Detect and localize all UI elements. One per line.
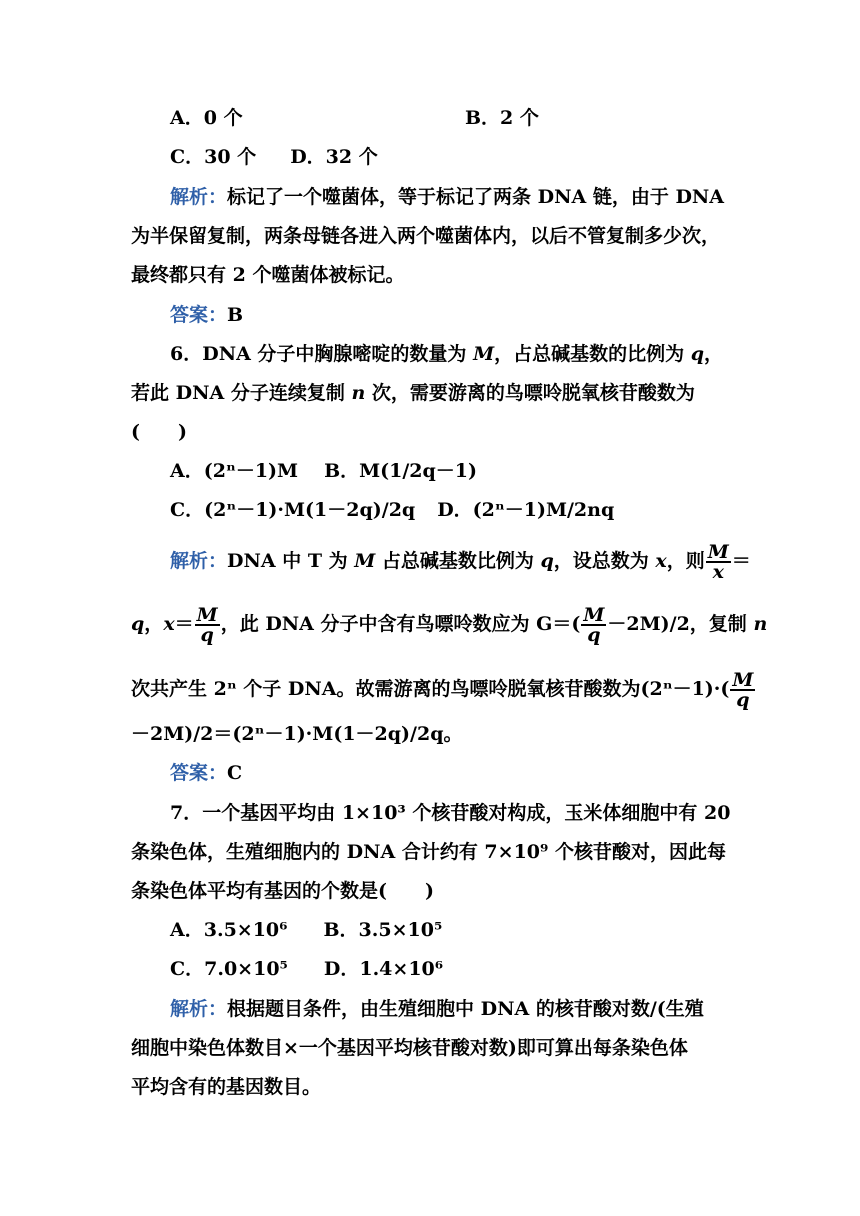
q6-stem-line2: 若此 DNA 分子连续复制 n 次，需要游离的鸟嘌呤脱氧核苷酸数为 [131, 382, 695, 404]
q5-answer: 答案：B [170, 304, 244, 326]
q7-stem-line3: 条染色体平均有基因的个数是( ) [131, 880, 434, 902]
q5-option-d: D．32 个 [290, 146, 378, 168]
q5-option-b: B．2 个 [465, 107, 539, 129]
fraction-m-over-x: $\frac{M}{x}$ [707, 541, 729, 583]
q7-option-b: B．3.5×10⁵ [323, 919, 443, 941]
q6-stem-line1: 6．DNA 分子中胸腺嘧啶的数量为 M，占总碱基数的比例为 q， [170, 343, 724, 365]
q6-options-ab [170, 457, 477, 485]
q6-answer: 答案：C [170, 762, 243, 784]
q7-stem-line1: 7．一个基因平均由 1×10³ 个核苷酸对构成，玉米体细胞中有 20 [170, 802, 731, 824]
q7-analysis-line2: 细胞中染色体数目×一个基因平均核苷酸对数)即可算出每条染色体 [131, 1037, 688, 1059]
q6-analysis-line1: 解析：DNA 中 T 为 M 占总碱基数比例为 q，设总数为 x，则 $\frac{M}{x}$ ＝ [170, 541, 751, 583]
q7-analysis-line1: 解析：根据题目条件，由生殖细胞中 DNA 的核苷酸对数/(生殖 [170, 998, 704, 1020]
answer-label: 答案： [170, 762, 228, 784]
answer-label: 答案： [170, 304, 228, 326]
q5-option-c: C．30 个 [170, 146, 257, 168]
q6-options-cd [170, 496, 614, 524]
q6-option-a: A．(2ⁿ－1)M [170, 460, 299, 482]
q6-analysis-line3: 次共产生 2ⁿ 个子 DNA。故需游离的鸟嘌呤脱氧核苷酸数为(2ⁿ－1)·( $\frac{M}{q}$ [131, 669, 754, 711]
analysis-label: 解析： [170, 186, 228, 208]
q7-analysis-line3: 平均含有的基因数目。 [131, 1076, 322, 1098]
q6-option-b: B．M(1/2q－1) [324, 460, 478, 482]
analysis-label: 解析： [170, 998, 228, 1020]
fraction-m-over-q: $\frac{M}{q}$ [732, 669, 754, 711]
q6-option-d: D．(2ⁿ－1)M/2nq [437, 499, 615, 521]
q5-option-cd [170, 143, 378, 171]
q5-analysis-line3: 最终都只有 2 个噬菌体被标记。 [131, 264, 405, 286]
fraction-m-over-q: $\frac{M}{q}$ [196, 604, 218, 646]
q7-option-c: C．7.0×10⁵ [170, 958, 288, 980]
analysis-label: 解析： [170, 550, 228, 572]
q5-analysis-line2: 为半保留复制，两条母链各进入两个噬菌体内，以后不管复制多少次， [131, 225, 721, 247]
q7-option-d: D．1.4×10⁶ [323, 958, 444, 980]
q7-stem-line2: 条染色体，生殖细胞内的 DNA 合计约有 7×10⁹ 个核苷酸对，因此每 [131, 841, 726, 863]
q6-stem-line3: ( ) [131, 421, 187, 443]
q6-analysis-line2: q，x＝ $\frac{M}{q}$ ，此 DNA 分子中含有鸟嘌呤数应为 G＝( $\frac{M}{q}$ －2M)/2，复制 n [131, 604, 768, 646]
q7-options-cd [170, 955, 443, 983]
fraction-m-over-q: $\frac{M}{q}$ [583, 604, 605, 646]
q5-option-a: A．0 个 [170, 107, 243, 129]
q7-options-ab [170, 916, 442, 944]
q7-option-a: A．3.5×10⁶ [170, 919, 288, 941]
q6-option-c: C．(2ⁿ－1)·M(1－2q)/2q [170, 499, 416, 521]
q5-analysis-line1: 解析：标记了一个噬菌体，等于标记了两条 DNA 链，由于 DNA [170, 186, 725, 208]
q6-analysis-line4: －2M)/2＝(2ⁿ－1)·M(1－2q)/2q。 [131, 723, 463, 745]
